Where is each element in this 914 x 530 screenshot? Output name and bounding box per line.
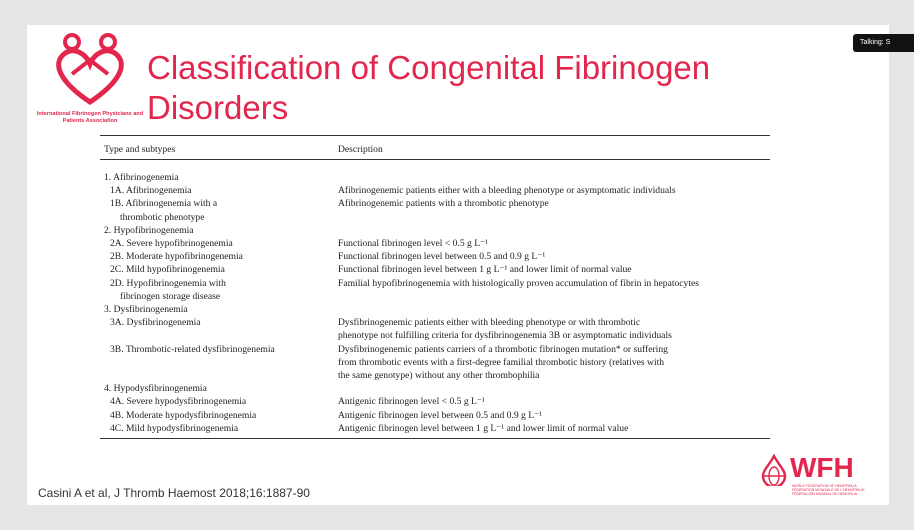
wfh-subtitle-2: FÉDÉRATION MONDIALE DE L'HÉMOPHILIE [792,488,865,492]
row-type: 2C. Mild hypofibrinogenemia [110,264,225,276]
row-type: 4C. Mild hypodysfibrinogenemia [110,422,239,434]
globe-drop-icon [760,454,788,486]
row-type: fibrinogen storage disease [120,290,221,302]
row-type: 1. Afibrinogenemia [104,172,179,183]
row-description: Functional fibrinogen level between 1 g L⁻¹ and lower limit of normal value [338,264,632,276]
row-type: 2D. Hypofibrinogenemia with [110,277,226,289]
wfh-subtitle-3: FEDERACIÓN MUNDIAL DE HEMOFILIA [792,492,858,496]
talking-indicator: Talking: S [853,34,914,52]
header-type: Type and subtypes [104,144,176,155]
row-type: 2B. Moderate hypofibrinogenemia [110,251,243,263]
ifppa-logo [32,30,142,135]
slide [27,25,889,505]
header-description: Description [338,144,383,155]
row-type: 4B. Moderate hypodysfibrinogenemia [110,409,257,421]
row-description: Functional fibrinogen level < 0.5 g L⁻¹ [338,238,489,249]
logo-org-name: International Fibrinogen Physicians and Patients Association [36,111,144,124]
row-type: 3. Dysfibrinogenemia [104,304,188,315]
row-description: Functional fibrinogen level between 0.5 and 0.9 g L⁻¹ [338,251,546,263]
table-top-rule [100,135,770,136]
row-description: Familial hypofibrinogenemia with histologically proven accumulation of fibrin in hepatocytes [338,277,700,289]
row-description: phenotype not fulfilling criteria for dysfibrinogenemia 3B or asymptomatic individuals [338,330,672,342]
row-description: Antigenic fibrinogen level between 1 g L⁻¹ and lower limit of normal value [338,422,629,434]
wfh-subtitle [792,484,865,496]
table-header [100,144,770,158]
wfh-logo [760,452,880,498]
row-type: 2. Hypofibrinogenemia [104,224,194,236]
row-type: 1A. Afibrinogenemia [110,185,192,197]
table-header-rule [100,159,770,160]
row-type: thrombotic phenotype [120,211,205,223]
row-type: 1B. Afibrinogenemia with a [110,198,218,210]
wfh-subtitle-1: WORLD FEDERATION OF HEMOPHILIA [792,484,857,488]
row-type: 2A. Severe hypofibrinogenemia [110,238,233,249]
row-description: Dysfibrinogenemic patients carriers of a thrombotic fibrinogen mutation* or suffering [338,343,668,355]
row-description: Antigenic fibrinogen level between 0.5 and 0.9 g L⁻¹ [338,409,543,421]
slide-title: Classification of Congenital Fibrinogen Disorders [147,49,711,126]
row-description: the same genotype) without any other thrombophilia [338,370,540,381]
row-description: Afibrinogenemic patients either with a bleeding phenotype or asymptomatic individuals [338,185,676,197]
row-type: 4. Hypodysfibrinogenemia [104,383,207,395]
wfh-acronym: WFH [790,452,854,483]
row-description: Antigenic fibrinogen level < 0.5 g L⁻¹ [338,396,485,408]
row-type: 3A. Dysfibrinogenemia [110,317,201,329]
table-bottom-rule [100,438,770,439]
row-type: 3B. Thrombotic-related dysfibrinogenemia [110,343,275,355]
row-type: 4A. Severe hypodysfibrinogenemia [110,396,247,408]
row-description: from thrombotic events with a first-degree familial thrombotic history (relatives with [338,356,665,368]
citation: Casini A et al, J Thromb Haemost 2018;16:1887-90 [38,486,310,500]
row-description: Dysfibrinogenemic patients either with bleeding phenotype or with thrombotic [338,317,641,329]
hearts-hands-icon [50,30,130,108]
row-description: Afibrinogenemic patients with a thrombotic phenotype [338,198,549,210]
